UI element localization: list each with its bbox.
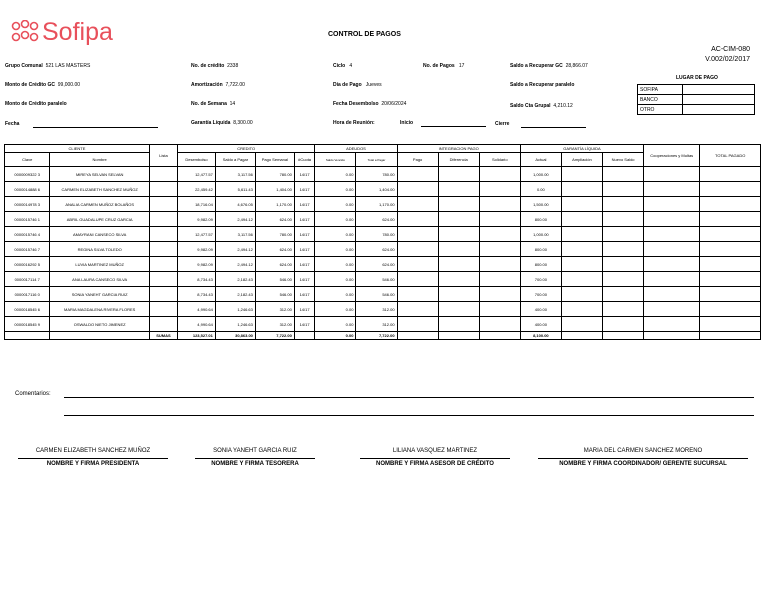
cell-pago[interactable] <box>397 302 438 317</box>
cell-blank <box>700 332 761 340</box>
cell-blank <box>644 332 700 340</box>
cell-solidario[interactable] <box>479 317 520 332</box>
cell-total-pagado[interactable] <box>700 302 761 317</box>
cell-solidario[interactable] <box>479 212 520 227</box>
cell-cuota: 14/17 <box>294 242 315 257</box>
cell-total-pagar: 624.00 <box>356 257 397 272</box>
cell-solidario[interactable] <box>479 272 520 287</box>
cell-actual: 800.00 <box>520 257 561 272</box>
cell-actual: 700.00 <box>520 287 561 302</box>
sum-actual: 8,100.00 <box>520 332 561 340</box>
group-adeudos: ADEUDOS <box>315 145 397 153</box>
table-row <box>5 212 761 227</box>
saldo-recuperar-paralelo: Saldo a Recuperar paralelo <box>510 82 575 88</box>
amortizacion: Amortización 7,722.00 <box>191 82 245 88</box>
cell-lista[interactable] <box>149 242 177 257</box>
cell-pago[interactable] <box>397 167 438 182</box>
cell-blank <box>397 332 438 340</box>
cell-total-pagar: 1,404.00 <box>356 182 397 197</box>
cell-nuevo-saldo[interactable] <box>603 317 644 332</box>
cell-actual: 0.00 <box>520 182 561 197</box>
col-lista: Lista <box>149 145 177 167</box>
cell-ampliacion[interactable] <box>561 257 602 272</box>
cell-nuevo-saldo[interactable] <box>603 227 644 242</box>
cell-nuevo-saldo[interactable] <box>603 287 644 302</box>
col-clave: Clave <box>5 153 50 167</box>
col-cuota: #Cuota <box>294 153 315 167</box>
cell-cuota: 14/17 <box>294 257 315 272</box>
cell-saldo-vencido: 0.00 <box>315 302 356 317</box>
cell-saldo-vencido: 0.00 <box>315 182 356 197</box>
col-saldo-vencido: Saldo Vencido <box>315 153 356 167</box>
cell-nuevo-saldo[interactable] <box>603 302 644 317</box>
table-row <box>5 287 761 302</box>
cell-total-pagar: 546.00 <box>356 272 397 287</box>
cell-blank <box>479 332 520 340</box>
cell-pago[interactable] <box>397 287 438 302</box>
cell-nuevo-saldo[interactable] <box>603 272 644 287</box>
cell-saldo: 5,611.43 <box>215 182 255 197</box>
cell-clave: 0000015746 4 <box>5 227 50 242</box>
sumas-row <box>5 332 761 340</box>
cell-total-pagado[interactable] <box>700 182 761 197</box>
cell-desembolso: 12,477.57 <box>178 167 216 182</box>
fecha-line[interactable] <box>33 127 158 128</box>
cell-saldo: 2,182.43 <box>215 287 255 302</box>
cell-desembolso: 9,982.09 <box>178 257 216 272</box>
cell-lista[interactable] <box>149 182 177 197</box>
cell-actual: 400.00 <box>520 317 561 332</box>
cell-saldo-vencido: 0.00 <box>315 287 356 302</box>
cell-diferencia[interactable] <box>438 212 479 227</box>
sum-saldo-vencido: 0.00 <box>315 332 356 340</box>
cell-nombre: REGINA SILVA TOLEDO <box>50 242 150 257</box>
cierre-line[interactable] <box>521 127 586 128</box>
cell-actual: 800.00 <box>520 212 561 227</box>
lugar-option: SOFIPA <box>638 85 683 95</box>
signature-title: NOMBRE Y FIRMA ASESOR DE CRÉDITO <box>376 461 494 467</box>
cell-actual: 1,000.00 <box>520 167 561 182</box>
sum-total-pagar: 7,722.00 <box>356 332 397 340</box>
cell-cuota: 14/17 <box>294 227 315 242</box>
cell-pago-semanal: 624.00 <box>255 257 294 272</box>
monto-credito-paralelo: Monto de Crédito paralelo <box>5 101 67 107</box>
sumas-label: SUMAS <box>149 332 177 340</box>
lugar-check[interactable] <box>683 95 755 105</box>
no-pagos: No. de Pagos 17 <box>423 63 465 69</box>
cell-solidario[interactable] <box>479 302 520 317</box>
cell-nuevo-saldo[interactable] <box>603 167 644 182</box>
cell-actual: 400.00 <box>520 302 561 317</box>
col-nuevo-saldo: Nuevo Saldo <box>603 153 644 167</box>
col-diferencia: Diferencia <box>438 153 479 167</box>
signature-title: NOMBRE Y FIRMA TESORERA <box>211 461 299 467</box>
cell-nuevo-saldo[interactable] <box>603 242 644 257</box>
group-cliente: CLIENTE <box>5 145 150 153</box>
cell-saldo-vencido: 0.00 <box>315 317 356 332</box>
cell-nuevo-saldo[interactable] <box>603 257 644 272</box>
group-integracion: INTEGRACION PAGO <box>397 145 520 153</box>
cell-lista[interactable] <box>149 167 177 182</box>
table-row <box>5 167 761 182</box>
cell-ampliacion[interactable] <box>561 272 602 287</box>
cell-saldo: 1,246.63 <box>215 317 255 332</box>
hora-reunion: Hora de Reunión: <box>333 120 375 126</box>
cell-total-pagado[interactable] <box>700 227 761 242</box>
cell-total-pagar: 780.00 <box>356 227 397 242</box>
cell-clave: 0000016292 5 <box>5 257 50 272</box>
cell-total-pagado[interactable] <box>700 317 761 332</box>
sum-desembolso: 123,527.01 <box>178 332 216 340</box>
cell-solidario[interactable] <box>479 227 520 242</box>
cell-clave: 0000014978 3 <box>5 197 50 212</box>
cell-total-pagado[interactable] <box>700 197 761 212</box>
cell-pago[interactable] <box>397 227 438 242</box>
cell-lista[interactable] <box>149 257 177 272</box>
cell-solidario[interactable] <box>479 197 520 212</box>
fecha-desembolso: Fecha Desembolso 20/06/2024 <box>333 101 407 107</box>
dia-pago: Día de Pago Jueves <box>333 82 382 88</box>
cell-cuota: 14/17 <box>294 287 315 302</box>
cell-desembolso: 9,982.09 <box>178 212 216 227</box>
cell-desembolso: 22,459.42 <box>178 182 216 197</box>
cell-clave: 0000014888 6 <box>5 182 50 197</box>
signature-title: NOMBRE Y FIRMA COORDINADOR/ GERENTE SUCURSAL <box>559 461 727 467</box>
comentarios-line-1[interactable] <box>64 397 754 398</box>
cell-desembolso: 9,982.09 <box>178 242 216 257</box>
fecha: Fecha <box>5 121 20 127</box>
ciclo: Ciclo 4 <box>333 63 353 69</box>
cell-cooperaciones[interactable] <box>644 257 700 272</box>
cell-solidario[interactable] <box>479 167 520 182</box>
cell-pago[interactable] <box>397 242 438 257</box>
cell-diferencia[interactable] <box>438 242 479 257</box>
cell-saldo: 2,494.12 <box>215 212 255 227</box>
cell-cuota: 14/17 <box>294 167 315 182</box>
cell-saldo: 3,117.56 <box>215 167 255 182</box>
cell-ampliacion[interactable] <box>561 197 602 212</box>
grupo-comunal: Grupo Comunal 521 LAS MASTERS <box>5 63 91 69</box>
cell-total-pagar: 1,170.00 <box>356 197 397 212</box>
cell-clave: 0000017114 7 <box>5 272 50 287</box>
cell-diferencia[interactable] <box>438 317 479 332</box>
signature-line[interactable] <box>195 458 315 459</box>
sum-pago-semanal: 7,722.00 <box>255 332 294 340</box>
cell-total-pagado[interactable] <box>700 272 761 287</box>
cell-clave: 0000015746 1 <box>5 212 50 227</box>
cell-pago[interactable] <box>397 272 438 287</box>
cell-saldo: 3,117.56 <box>215 227 255 242</box>
cell-cuota: 14/17 <box>294 182 315 197</box>
cell-diferencia[interactable] <box>438 272 479 287</box>
cell-nombre: AMAYRANI CANSECO SILVA <box>50 227 150 242</box>
cell-saldo-vencido: 0.00 <box>315 197 356 212</box>
col-nombre: Nombre <box>50 153 150 167</box>
cell-saldo-vencido: 0.00 <box>315 242 356 257</box>
comentarios-line-2[interactable] <box>64 415 754 416</box>
cell-saldo-vencido: 0.00 <box>315 212 356 227</box>
cell-saldo: 2,494.12 <box>215 242 255 257</box>
lugar-check[interactable] <box>683 85 755 95</box>
signature-title: NOMBRE Y FIRMA PRESIDENTA <box>46 461 140 467</box>
cell-blank <box>603 332 644 340</box>
cell-pago[interactable] <box>397 257 438 272</box>
cell-cooperaciones[interactable] <box>644 227 700 242</box>
table-row <box>5 257 761 272</box>
monto-credito-gc: Monto de Crédito GC 99,000.00 <box>5 82 81 88</box>
cell-blank <box>294 332 315 340</box>
cell-diferencia[interactable] <box>438 302 479 317</box>
col-total-pagar: Total a Pagar <box>356 153 397 167</box>
table-row <box>5 227 761 242</box>
cell-lista[interactable] <box>149 287 177 302</box>
cell-solidario[interactable] <box>479 287 520 302</box>
table-row <box>5 272 761 287</box>
cell-ampliacion[interactable] <box>561 287 602 302</box>
cell-cooperaciones[interactable] <box>644 242 700 257</box>
cell-cooperaciones[interactable] <box>644 272 700 287</box>
cell-desembolso: 8,734.43 <box>178 272 216 287</box>
cell-actual: 1,000.00 <box>520 227 561 242</box>
cell-diferencia[interactable] <box>438 182 479 197</box>
lugar-option: OTRO <box>638 105 683 115</box>
payments-table <box>4 144 761 340</box>
cell-lista[interactable] <box>149 272 177 287</box>
cell-cooperaciones[interactable] <box>644 212 700 227</box>
cell-diferencia[interactable] <box>438 167 479 182</box>
cell-nombre: ANALIA CARMEN MUÑOZ BOLAÑOS <box>50 197 150 212</box>
cell-nombre: ANA LAURA CANSECO SILVA <box>50 272 150 287</box>
cell-desembolso: 8,734.43 <box>178 287 216 302</box>
garantia-liquida: Garantía Líquida 8,300.00 <box>191 120 253 126</box>
cell-clave: 0000009322 3 <box>5 167 50 182</box>
col-actual: Actual <box>520 153 561 167</box>
cell-ampliacion[interactable] <box>561 302 602 317</box>
cell-blank <box>50 332 150 340</box>
cell-clave: 0000015746 7 <box>5 242 50 257</box>
col-solidario: Solidario <box>479 153 520 167</box>
sum-saldo: 30,863.00 <box>215 332 255 340</box>
col-pago-semanal: Pago Semanal <box>255 153 294 167</box>
cell-cuota: 14/17 <box>294 317 315 332</box>
cell-total-pagado[interactable] <box>700 257 761 272</box>
col-desembolso: Desembolso <box>178 153 216 167</box>
no-credito: No. de crédito 2338 <box>191 63 239 69</box>
no-semana: No. de Semana 14 <box>191 101 236 107</box>
cell-pago-semanal: 780.00 <box>255 167 294 182</box>
cell-ampliacion[interactable] <box>561 182 602 197</box>
cell-blank <box>5 332 50 340</box>
cell-actual: 700.00 <box>520 272 561 287</box>
cell-saldo: 4,676.05 <box>215 197 255 212</box>
signature-name: CARMEN ELIZABETH SANCHEZ MUÑOZ <box>35 448 151 454</box>
table-row <box>5 197 761 212</box>
cell-pago[interactable] <box>397 182 438 197</box>
cell-total-pagar: 624.00 <box>356 212 397 227</box>
cell-lista[interactable] <box>149 197 177 212</box>
group-credito: CREDITO <box>178 145 315 153</box>
cell-cuota: 14/17 <box>294 212 315 227</box>
cell-pago-semanal: 1,404.00 <box>255 182 294 197</box>
col-saldo: Saldo a Pagar <box>215 153 255 167</box>
cell-diferencia[interactable] <box>438 257 479 272</box>
cell-diferencia[interactable] <box>438 287 479 302</box>
cell-saldo-vencido: 0.00 <box>315 257 356 272</box>
cell-pago-semanal: 312.00 <box>255 302 294 317</box>
cell-desembolso: 18,716.04 <box>178 197 216 212</box>
cell-diferencia[interactable] <box>438 197 479 212</box>
group-garantia: GARANTÍA LÍQUIDA <box>520 145 643 153</box>
cell-total-pagar: 624.00 <box>356 242 397 257</box>
signature-name: SONIA YANEHT GARCIA RUIZ <box>213 448 297 454</box>
cell-ampliacion[interactable] <box>561 242 602 257</box>
cell-desembolso: 4,990.64 <box>178 317 216 332</box>
col-ampliacion: Ampliación <box>561 153 602 167</box>
cell-cooperaciones[interactable] <box>644 182 700 197</box>
cell-desembolso: 12,477.57 <box>178 227 216 242</box>
cell-lista[interactable] <box>149 317 177 332</box>
cell-pago[interactable] <box>397 197 438 212</box>
cell-clave: 0000018545 9 <box>5 317 50 332</box>
col-total-pagado: TOTAL PAGADO <box>700 145 761 167</box>
cell-pago[interactable] <box>397 212 438 227</box>
cell-lista[interactable] <box>149 302 177 317</box>
cell-total-pagado[interactable] <box>700 242 761 257</box>
table-row <box>5 182 761 197</box>
table-row <box>5 317 761 332</box>
cell-cooperaciones[interactable] <box>644 287 700 302</box>
cell-nombre: SONIA YANEHT GARCIA RUIZ <box>50 287 150 302</box>
cell-blank <box>561 332 602 340</box>
brand-logo <box>10 18 120 52</box>
cell-nombre: MARIA MAGDALENA RIVERA FLORES <box>50 302 150 317</box>
cell-saldo: 1,246.63 <box>215 302 255 317</box>
cell-cuota: 14/17 <box>294 302 315 317</box>
cell-nombre: LUVIA MARTINEZ MUÑOZ <box>50 257 150 272</box>
cell-lista[interactable] <box>149 227 177 242</box>
cell-saldo-vencido: 0.00 <box>315 272 356 287</box>
cell-desembolso: 4,990.64 <box>178 302 216 317</box>
cell-ampliacion[interactable] <box>561 212 602 227</box>
logo-mark-icon <box>10 20 40 50</box>
cell-saldo: 2,182.43 <box>215 272 255 287</box>
cell-cooperaciones[interactable] <box>644 302 700 317</box>
lugar-pago-title: LUGAR DE PAGO <box>676 75 718 81</box>
cell-nombre: ABRIL GUADALUPE CRUZ GARCIA <box>50 212 150 227</box>
cell-solidario[interactable] <box>479 182 520 197</box>
lugar-check[interactable] <box>683 105 755 115</box>
cell-pago[interactable] <box>397 317 438 332</box>
signature-line[interactable] <box>360 458 510 459</box>
col-cooperaciones: Cooperaciones y Multas <box>644 145 700 167</box>
cell-pago-semanal: 624.00 <box>255 212 294 227</box>
signature-line[interactable] <box>18 458 168 459</box>
cell-cooperaciones[interactable] <box>644 197 700 212</box>
cell-pago-semanal: 1,170.00 <box>255 197 294 212</box>
saldo-recuperar-gc: Saldo a Recuperar GC 28,866.07 <box>510 63 588 69</box>
saldo-cta-grupal: Saldo Cta Grupal 4,210.12 <box>510 103 573 109</box>
cell-saldo-vencido: 0.00 <box>315 167 356 182</box>
cell-clave: 0000017116 0 <box>5 287 50 302</box>
cell-nuevo-saldo[interactable] <box>603 182 644 197</box>
cell-actual: 1,500.00 <box>520 197 561 212</box>
cell-ampliacion[interactable] <box>561 227 602 242</box>
cell-pago-semanal: 624.00 <box>255 242 294 257</box>
page-title: CONTROL DE PAGOS <box>328 31 401 38</box>
cell-total-pagar: 312.00 <box>356 302 397 317</box>
comentarios-label: Comentarios: <box>15 391 51 397</box>
cierre: Cierre <box>495 121 510 127</box>
cell-nuevo-saldo[interactable] <box>603 212 644 227</box>
signature-line[interactable] <box>538 458 748 459</box>
cell-nombre: CARMEN ELIZABETH SANCHEZ MUÑOZ <box>50 182 150 197</box>
table-row <box>5 302 761 317</box>
cell-pago-semanal: 312.00 <box>255 317 294 332</box>
cell-actual: 800.00 <box>520 242 561 257</box>
col-pago: Pago <box>397 153 438 167</box>
table-row <box>5 242 761 257</box>
cell-pago-semanal: 546.00 <box>255 272 294 287</box>
cell-solidario[interactable] <box>479 242 520 257</box>
cell-total-pagar: 780.00 <box>356 167 397 182</box>
cell-lista[interactable] <box>149 212 177 227</box>
cell-total-pagado[interactable] <box>700 287 761 302</box>
inicio-line[interactable] <box>421 126 486 127</box>
cell-nuevo-saldo[interactable] <box>603 197 644 212</box>
cell-ampliacion[interactable] <box>561 167 602 182</box>
cell-saldo: 2,494.12 <box>215 257 255 272</box>
brand-name: Sofipa <box>42 18 113 46</box>
inicio: Inicio <box>400 120 414 126</box>
cell-pago-semanal: 546.00 <box>255 287 294 302</box>
cell-total-pagado[interactable] <box>700 212 761 227</box>
cell-cuota: 14/17 <box>294 197 315 212</box>
cell-diferencia[interactable] <box>438 227 479 242</box>
cell-total-pagar: 546.00 <box>356 287 397 302</box>
cell-pago-semanal: 780.00 <box>255 227 294 242</box>
cell-clave: 0000018545 6 <box>5 302 50 317</box>
cell-cuota: 14/17 <box>294 272 315 287</box>
cell-cooperaciones[interactable] <box>644 167 700 182</box>
cell-ampliacion[interactable] <box>561 317 602 332</box>
doc-version: V.002/02/2017 <box>705 56 750 63</box>
cell-cooperaciones[interactable] <box>644 317 700 332</box>
doc-code: AC-CIM-080 <box>711 46 750 53</box>
cell-total-pagar: 312.00 <box>356 317 397 332</box>
cell-total-pagado[interactable] <box>700 167 761 182</box>
lugar-pago-table <box>637 84 755 115</box>
cell-saldo-vencido: 0.00 <box>315 227 356 242</box>
lugar-option: BANCO <box>638 95 683 105</box>
cell-solidario[interactable] <box>479 257 520 272</box>
signature-name: LILIANA VASQUEZ MARTINEZ <box>392 448 478 454</box>
cell-blank <box>438 332 479 340</box>
cell-nombre: MIREYA SELVAN SELVAN <box>50 167 150 182</box>
signature-name: MARIA DEL CARMEN SANCHEZ MORENO <box>583 448 703 454</box>
cell-nombre: OSWALDO NIETO JIMENEZ <box>50 317 150 332</box>
